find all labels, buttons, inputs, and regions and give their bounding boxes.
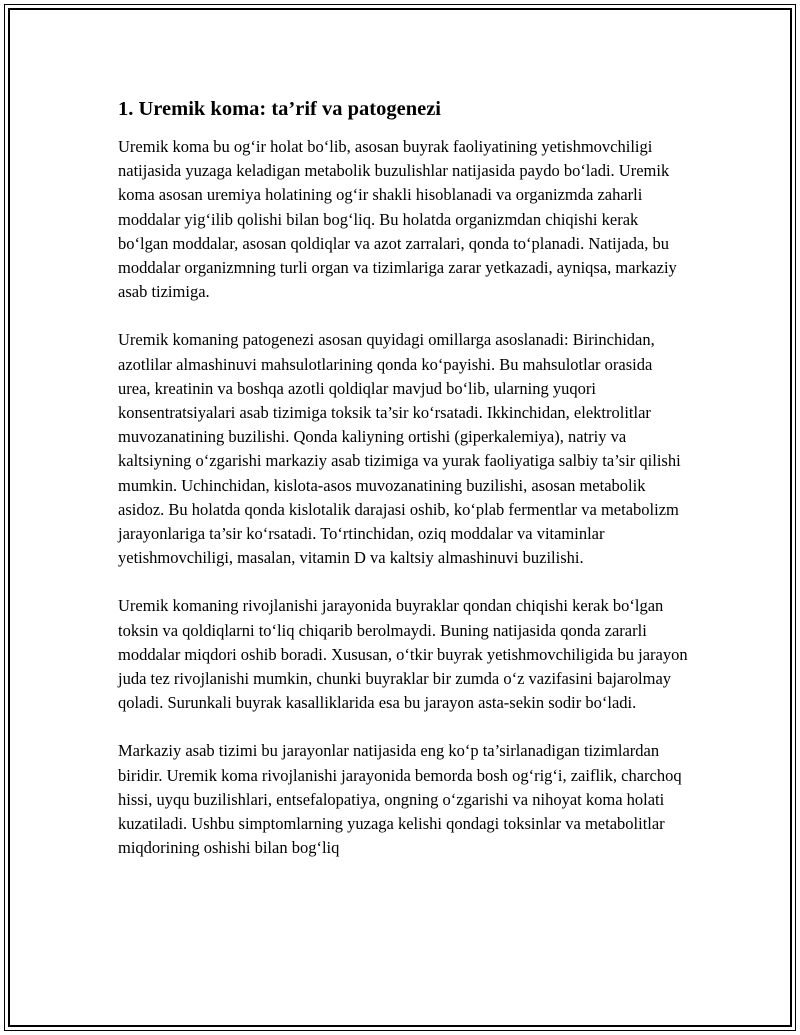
paragraph-definition: Uremik koma bu og‘ir holat bo‘lib, asosan buyrak faoliyatining yetishmovchiligi natijasida yuzaga keladigan metabolik buzulishlar natijasida paydo bo‘ladi. Uremik koma asosan uremiya holatining og‘ir shakli hisoblanadi va organizmda zaharli moddalar yig‘ilib qolishi bilan bog‘liq. Bu holatda organizmdan chiqishi kerak bo‘lgan moddalar, asosan qoldiqlar va azot zarralari, qonda to‘planadi. Natijada, bu moddalar organizmning turli organ va tizimlariga zarar yetkazadi, ayniqsa, markaziy asab tizimiga. <box>118 137 677 302</box>
section-heading: 1. Uremik koma: ta’rif va patogenezi <box>118 98 442 120</box>
paragraph-pathogenesis: Uremik komaning patogenezi asosan quyidagi omillarga asoslanadi: Birinchidan, azotlilar almashinuvi mahsulotlarining qonda ko‘payishi. Bu mahsulotlar orasida urea, kreatinin va boshqa azotli qoldiqlar mavjud bo‘lib, ularning yuqori konsentratsiyalari asab tizimiga toksik ta’sir ko‘rsatadi. Ikkinchidan, elektrolitlar muvozanatining buzilishi. Qonda kaliyning ortishi (giperkalemiya), natriy va kaltsiyning o‘zgarishi markaziy asab tizimiga va yurak faoliyatiga salbiy ta’sir qilishi mumkin. Uchinchidan, kislota-asos muvozanatining buzilishi, asosan metabolik asidoz. Bu holatda qonda kislotalik darajasi oshib, ko‘plab fermentlar va metabolizm jarayonlariga ta’sir ko‘rsatadi. To‘rtinchidan, oziq moddalar va vitaminlar yetishmovchiligi, masalan, vitamin D va kaltsiy almashinuvi buzilishi. <box>118 330 681 568</box>
document-body <box>118 96 688 860</box>
paragraph-nervous-system: Markaziy asab tizimi bu jarayonlar natijasida eng ko‘p ta’sirlanadigan tizimlardan biridir. Uremik koma rivojlanishi jarayonida bemorda bosh og‘rig‘i, zaiflik, charchoq hissi, uyqu buzilishlari, entsefalopatiya, ongning o‘zgarishi va nihoyat koma holati kuzatiladi. Ushbu simptomlarning yuzaga kelishi qondagi toksinlar va metabolitlar miqdorining oshishi bilan bog‘liq <box>118 741 682 858</box>
paragraph-development: Uremik komaning rivojlanishi jarayonida buyraklar qondan chiqishi kerak bo‘lgan toksin va qoldiqlarni to‘liq chiqarib berolmaydi. Buning natijasida qonda zararli moddalar miqdori oshib boradi. Xususan, o‘tkir buyrak yetishmovchiligida bu jarayon juda tez rivojlanishi mumkin, chunki buyraklar bir zumda o‘z vazifasini bajarolmay qoladi. Surunkali buyrak kasalliklarida esa bu jarayon asta-sekin sodir bo‘ladi. <box>118 596 688 713</box>
